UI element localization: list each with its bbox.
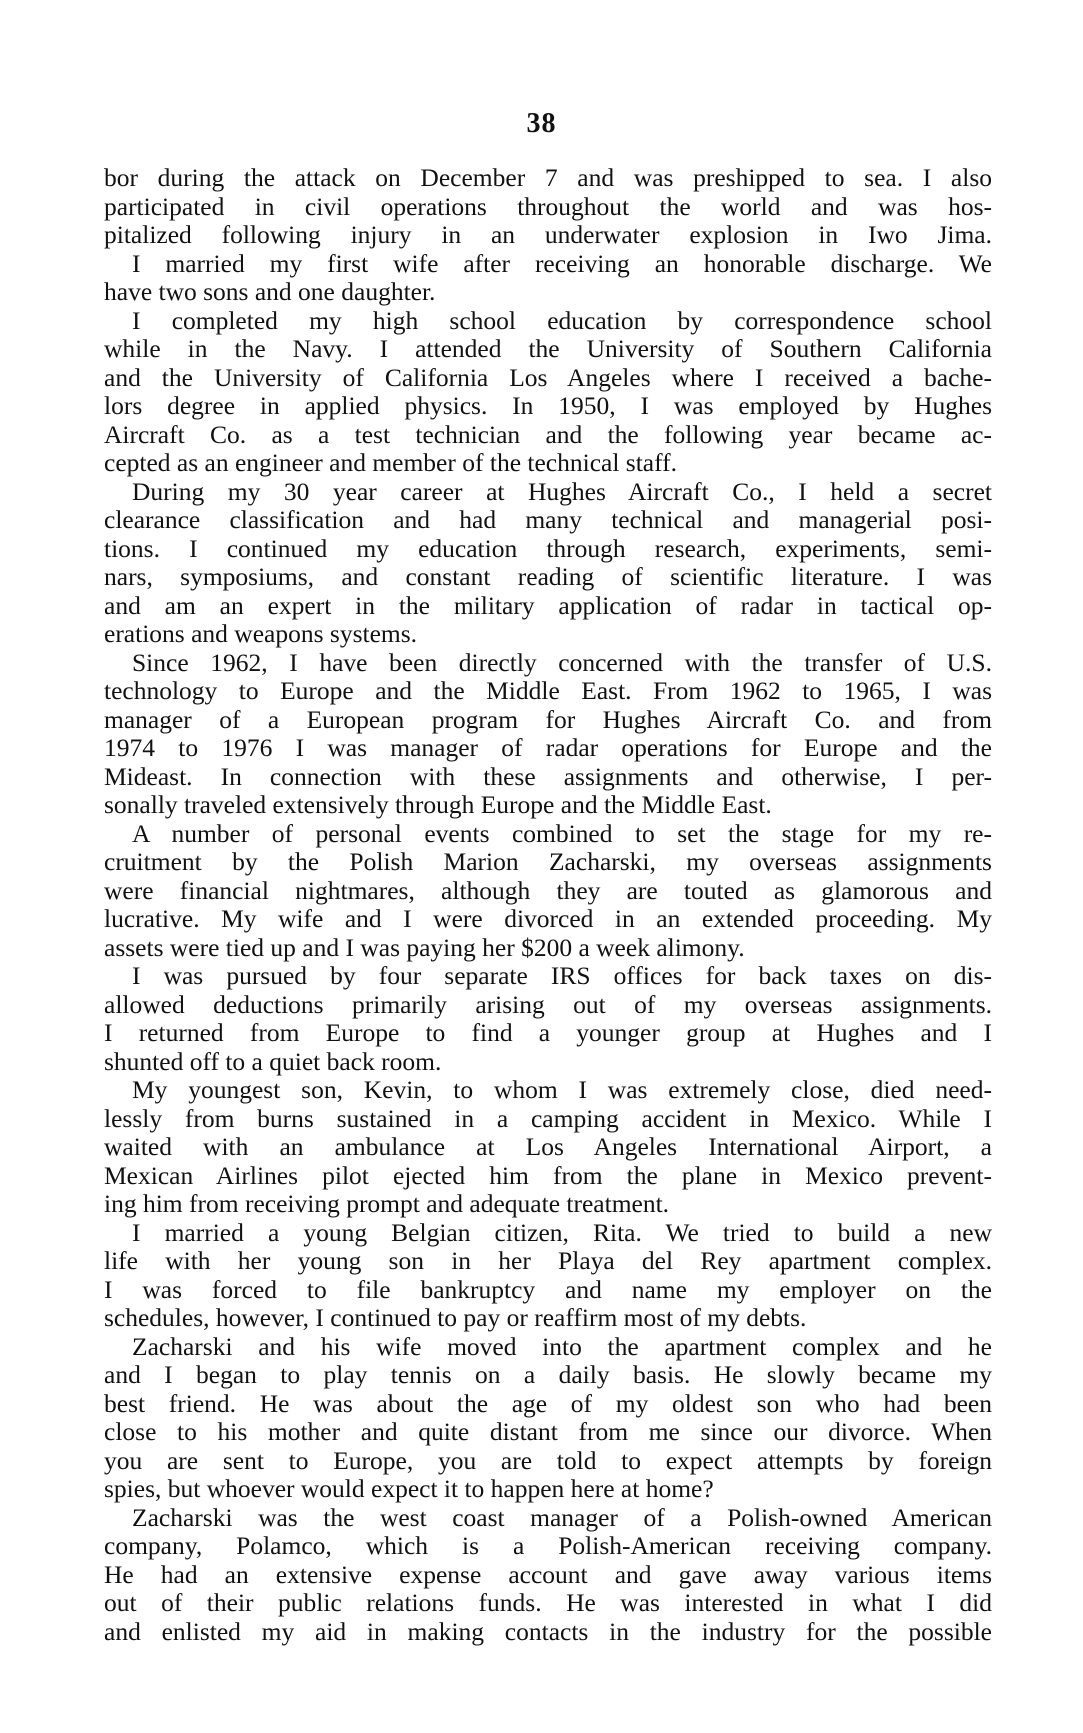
text-line: A number of personal events combined to set the stage for my re- [132, 818, 992, 848]
text-line: I was forced to file bankruptcy and name my employer on the [104, 1274, 992, 1304]
text-line: Aircraft Co. as a test technician and the following year became ac- [104, 419, 992, 449]
text-line: spies, but whoever would expect it to happen here at home? [104, 1474, 714, 1503]
text-line: out of their public relations funds. He was interested in what I did [104, 1588, 992, 1617]
text-line: while in the Navy. I attended the University of Southern California [104, 334, 992, 363]
text-line: I married my first wife after receiving an honorable discharge. We [132, 248, 992, 278]
text-line: company, Polamco, which is a Polish-American receiving company. [104, 1531, 992, 1560]
text-line: I returned from Europe to find a younger group at Hughes and I [104, 1018, 992, 1047]
text-line: clearance classification and had many technical and managerial posi- [104, 505, 992, 534]
text-line: were financial nightmares, although they are touted as glamorous and [104, 875, 992, 905]
text-line: and I began to play tennis on a daily basis. He slowly became my [104, 1360, 992, 1389]
text-line: have two sons and one daughter. [104, 277, 436, 306]
text-line: I married a young Belgian citizen, Rita. We tried to build a new [132, 1217, 992, 1247]
text-line: cruitment by the Polish Marion Zacharski, my overseas assignments [104, 847, 992, 876]
text-line: Mexican Airlines pilot ejected him from the plane in Mexico prevent- [104, 1160, 992, 1190]
text-line: ing him from receiving prompt and adequate treatment. [104, 1189, 670, 1218]
text-line: assets were tied up and I was paying her $200 a week alimony. [104, 932, 745, 962]
text-line: close to his mother and quite distant from me since our divorce. When [104, 1417, 992, 1446]
text-line: life with her young son in her Playa del Rey apartment complex. [104, 1246, 992, 1275]
text-line: bor during the attack on December 7 and was preshipped to sea. I also [104, 163, 992, 192]
text-line: lucrative. My wife and I were divorced in an extended proceeding. My [104, 904, 992, 933]
text-line: I was pursued by four separate IRS offices for back taxes on dis- [132, 961, 992, 990]
text-line: schedules, however, I continued to pay or reaffirm most of my debts. [104, 1303, 807, 1332]
text-line: Zacharski was the west coast manager of a Polish-owned American [132, 1502, 992, 1532]
text-line: 1974 to 1976 I was manager of radar operations for Europe and the [104, 733, 992, 762]
text-line: allowed deductions primarily arising out of my overseas assignments. [104, 989, 992, 1019]
text-line: nars, symposiums, and constant reading of scientific literature. I was [104, 562, 992, 591]
text-line: erations and weapons systems. [104, 619, 418, 648]
text-line: pitalized following injury in an underwater explosion in Iwo Jima. [104, 220, 992, 249]
text-line: shunted off to a quiet back room. [104, 1046, 442, 1076]
text-line: cepted as an engineer and member of the technical staff. [104, 448, 678, 477]
text-line: During my 30 year career at Hughes Aircraft Co., I held a secret [132, 476, 992, 506]
text-line: My youngest son, Kevin, to whom I was extremely close, died need- [132, 1075, 992, 1104]
text-line: Mideast. In connection with these assignments and otherwise, I per- [104, 761, 992, 791]
text-line: lors degree in applied physics. In 1950, I was employed by Hughes [104, 391, 992, 420]
document-body [104, 164, 992, 1646]
text-line: manager of a European program for Hughes Aircraft Co. and from [104, 704, 992, 734]
text-line: Zacharski and his wife moved into the apartment complex and he [132, 1331, 992, 1361]
text-line: and enlisted my aid in making contacts in the industry for the possible [104, 1616, 992, 1646]
text-line: He had an extensive expense account and gave away various items [104, 1559, 992, 1589]
text-line: and the University of California Los Angeles where I received a bache- [104, 362, 992, 392]
text-line: best friend. He was about the age of my oldest son who had been [104, 1388, 992, 1418]
text-line: technology to Europe and the Middle East. From 1962 to 1965, I was [104, 676, 992, 705]
page-number: 38 [526, 108, 557, 139]
text-line: sonally traveled extensively through Europe and the Middle East. [104, 790, 772, 819]
text-line: participated in civil operations throughout the world and was hos- [104, 191, 992, 221]
text-line: tions. I continued my education through research, experiments, semi- [104, 533, 992, 563]
text-line: you are sent to Europe, you are told to expect attempts by foreign [104, 1445, 992, 1475]
text-line: I completed my high school education by correspondence school [132, 305, 992, 335]
text-line: and am an expert in the military application of radar in tactical op- [104, 590, 992, 620]
text-line: waited with an ambulance at Los Angeles International Airport, a [104, 1132, 992, 1161]
text-line: Since 1962, I have been directly concerned with the transfer of U.S. [132, 647, 992, 677]
text-line: lessly from burns sustained in a camping accident in Mexico. While I [104, 1103, 992, 1133]
